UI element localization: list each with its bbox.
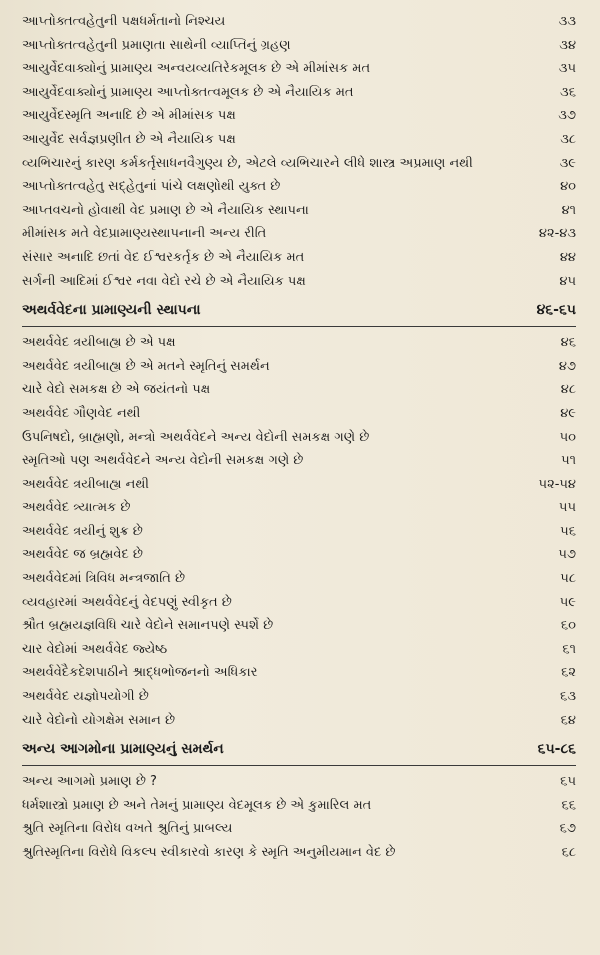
toc-entry-title: અથર્વવેદ ત્રયીબાહ્ય છે એ પક્ષ — [22, 335, 176, 351]
toc-entry-title: વ્યભિચારનું કારણ કર્મકર્તૃસાધનવૈગુણ્ય છે, એટલે વ્યભિચારને લીધે શાસ્ત્ર અપ્રમાણ નથી — [22, 155, 473, 171]
toc-entry-title: શ્રુતિસ્મૃતિના વિરોધે વિકલ્પ સ્વીકારવો કારણ કે સ્મૃતિ અનુમીયમાન વેદ છે — [22, 845, 396, 860]
toc-entry — [22, 685, 576, 709]
toc-entry — [22, 378, 576, 402]
toc-entry — [22, 543, 576, 567]
toc-entry-title: આયુર્વેદવાક્યોનું પ્રામાણ્ય અન્વયવ્યતિરેકમૂલક છે એ મીમાંસક મત — [22, 61, 371, 77]
toc-entry — [22, 661, 576, 685]
toc-entry — [22, 426, 576, 450]
toc-entry — [22, 270, 576, 294]
toc-entry-title: વ્યવહારમાં અથર્વવેદનું વેદપણું સ્વીકૃત છે — [22, 594, 232, 610]
toc-page-number: ૬૦ — [560, 618, 576, 634]
toc-entry — [22, 638, 576, 662]
toc-page-number: ૫૮ — [560, 571, 576, 587]
toc-entry-title: ચારે વેદોનો યોગક્ષેમ સમાન છે — [22, 712, 176, 728]
toc-page-number: ૬૬ — [561, 797, 576, 813]
toc-page-number: ૩૮ — [560, 131, 576, 147]
toc-list — [22, 10, 576, 865]
toc-page-number: ૫૧ — [561, 453, 576, 469]
toc-entry-title: અથર્વવેદ ત્રયીબાહ્ય છે એ મતને સ્મૃતિનું સમર્થન — [22, 358, 270, 374]
toc-page-number: ૩૩ — [558, 14, 576, 29]
toc-entry-title: અથર્વવેદ જ બ્રહ્મવેદ છે — [22, 547, 143, 563]
toc-entry — [22, 175, 576, 199]
toc-entry — [22, 81, 576, 105]
toc-entry-title: અથર્વવેદ ત્રયીબાહ્ય નથી — [22, 476, 150, 492]
toc-entry — [22, 199, 576, 223]
toc-entry-title: અથર્વવેદમાં ત્રિવિધ મન્ત્રજાતિ છે — [22, 571, 186, 587]
toc-page-number: ૬૨ — [561, 665, 576, 681]
toc-entry — [22, 770, 576, 794]
toc-entry-title: મીમાંસક મતે વેદપ્રામાણ્યસ્થાપનાની અન્ય રીતિ — [22, 226, 267, 242]
toc-page-number: ૫૭ — [558, 547, 576, 563]
toc-page-number: ૬૪ — [560, 712, 576, 728]
toc-entry-title: ચાર વેદોમાં અથર્વવેદ જ્યેષ્ઠ — [22, 641, 168, 657]
toc-page-number: ૪૨-૪૩ — [538, 226, 576, 242]
toc-entry — [22, 355, 576, 379]
toc-entry-title: ઉપનિષદો, બ્રાહ્મણો, મન્ત્રો અથર્વવેદને અન્ય વેદોની સમકક્ષ ગણે છે — [22, 429, 370, 445]
toc-entry — [22, 567, 576, 591]
toc-entry — [22, 222, 576, 246]
toc-entry-title: આયુર્વેદ સર્વજ્ઞપ્રણીત છે એ નૈયાયિક પક્ષ — [22, 131, 236, 147]
toc-entry-title: સર્ગની આદિમાં ઈશ્વર નવા વેદો રચે છે એ નૈયાયિક પક્ષ — [22, 273, 306, 289]
toc-entry-title: અથર્વવેદ યજ્ઞોપયોગી છે — [22, 689, 149, 705]
toc-page-number: ૪૦ — [560, 179, 576, 195]
toc-entry — [22, 34, 576, 58]
toc-page-number: ૩૬ — [560, 84, 576, 100]
toc-entry — [22, 614, 576, 638]
toc-entry-title: અન્ય આગમોના પ્રામાણ્યનું સમર્થન — [22, 741, 224, 758]
toc-entry — [22, 473, 576, 497]
toc-page-number: ૪૬ — [560, 335, 576, 351]
toc-page-number: ૪૮ — [560, 382, 576, 398]
toc-entry — [22, 794, 576, 818]
toc-entry — [22, 591, 576, 615]
toc-entry — [22, 817, 576, 841]
toc-page-number: ૫૯ — [559, 594, 576, 610]
toc-entry-title: આપ્તોક્તત્વહેતુ સદ્હેતુનાં પાંચે લક્ષણોથી યુક્ત છે — [22, 179, 281, 195]
toc-entry — [22, 496, 576, 520]
toc-entry-title: આયુર્વેદવાક્યોનું પ્રામાણ્ય આપ્તોક્તત્વમૂલક છે એ નૈયાયિક મત — [22, 84, 354, 100]
toc-page-number: ૪૬-૬૫ — [536, 302, 576, 319]
toc-entry-title: આયુર્વેદસ્મૃતિ અનાદિ છે એ મીમાંસક પક્ષ — [22, 108, 236, 124]
toc-page-number: ૬૮ — [561, 845, 576, 860]
toc-page-number: ૩૯ — [559, 155, 576, 171]
toc-entry — [22, 152, 576, 176]
toc-page-number: ૫૦ — [559, 429, 576, 445]
toc-page-number: ૬૧ — [562, 641, 576, 657]
toc-entry — [22, 449, 576, 473]
toc-entry-title: આપ્તોક્તત્વહેતુની પ્રમાણતા સાથેની વ્યાપ્તિનું ગ્રહણ — [22, 37, 291, 53]
toc-page-number: ૫૫ — [558, 500, 576, 516]
toc-entry — [22, 841, 576, 865]
toc-entry-title: શ્રૌત બ્રહ્મયજ્ઞવિધિ ચારે વેદોને સમાનપણે સ્પર્શે છે — [22, 618, 274, 634]
toc-entry-title: સંસાર અનાદિ છતાં વેદ ઈશ્વરકર્તૃક છે એ નૈયાયિક મત — [22, 249, 305, 265]
toc-entry-title: ધર્મશાસ્ત્રો પ્રમાણ છે અને તેમનું પ્રામાણ્ય વેદમૂલક છે એ કુમારિલ મત — [22, 797, 372, 813]
toc-entry-title: આપ્તવચનો હોવાથી વેદ પ્રમાણ છે એ નૈયાયિક સ્થાપના — [22, 202, 309, 218]
toc-page-number: ૬૫-૮૬ — [537, 741, 576, 758]
toc-entry — [22, 104, 576, 128]
toc-page-number: ૩૪ — [559, 37, 576, 53]
toc-entry — [22, 246, 576, 270]
toc-page-number: ૪૭ — [558, 358, 576, 374]
toc-page-number: ૬૭ — [559, 821, 576, 837]
toc-entry — [22, 402, 576, 426]
toc-page-number: ૪૯ — [560, 405, 576, 421]
toc-page-number: ૬૩ — [560, 689, 576, 705]
toc-entry-title: અથર્વવેદ ત્ર્યાત્મક છે — [22, 500, 131, 516]
toc-entry-title: અથર્વવેદ ગૌણવેદ નથી — [22, 405, 141, 421]
toc-page-number: ૪૧ — [561, 202, 576, 218]
toc-entry-title: ચારે વેદો સમકક્ષ છે એ જયંતનો પક્ષ — [22, 382, 211, 398]
toc-entry — [22, 128, 576, 152]
toc-page-number: ૪૫ — [559, 273, 576, 289]
toc-entry — [22, 10, 576, 34]
toc-entry-title: અથર્વવેદૈકદેશપાઠીને શ્રાદ્ધભોજનનો અધિકાર — [22, 665, 258, 681]
toc-page-number: ૩૭ — [558, 108, 576, 124]
toc-entry — [22, 709, 576, 733]
toc-entry-title: અથર્વવેદ ત્રયીનું શુક્ર છે — [22, 523, 143, 539]
toc-entry-title: અથર્વવેદના પ્રામાણ્યની સ્થાપના — [22, 302, 201, 319]
toc-section-heading — [22, 734, 576, 766]
toc-entry-title: શ્રુતિ સ્મૃતિના વિરોધ વખતે શ્રુતિનું પ્રાબલ્ય — [22, 821, 233, 837]
toc-page-number: ૫૬ — [560, 523, 576, 539]
toc-section-heading — [22, 295, 576, 327]
toc-entry-title: આપ્તોક્તત્વહેતુની પક્ષધર્મતાનો નિશ્ચય — [22, 14, 226, 29]
toc-page-number: ૪૪ — [559, 249, 576, 265]
toc-entry-title: સ્મૃતિઓ પણ અથર્વવેદને અન્ય વેદોની સમકક્ષ ગણે છે — [22, 453, 304, 469]
toc-entry-title: અન્ય આગમો પ્રમાણ છે ? — [22, 774, 157, 790]
toc-page-number: ૫૨-૫૪ — [538, 476, 576, 492]
toc-page-number: ૩૫ — [558, 61, 576, 77]
toc-entry — [22, 57, 576, 81]
toc-entry — [22, 331, 576, 355]
toc-entry — [22, 520, 576, 544]
toc-page-number: ૬૫ — [560, 774, 576, 790]
